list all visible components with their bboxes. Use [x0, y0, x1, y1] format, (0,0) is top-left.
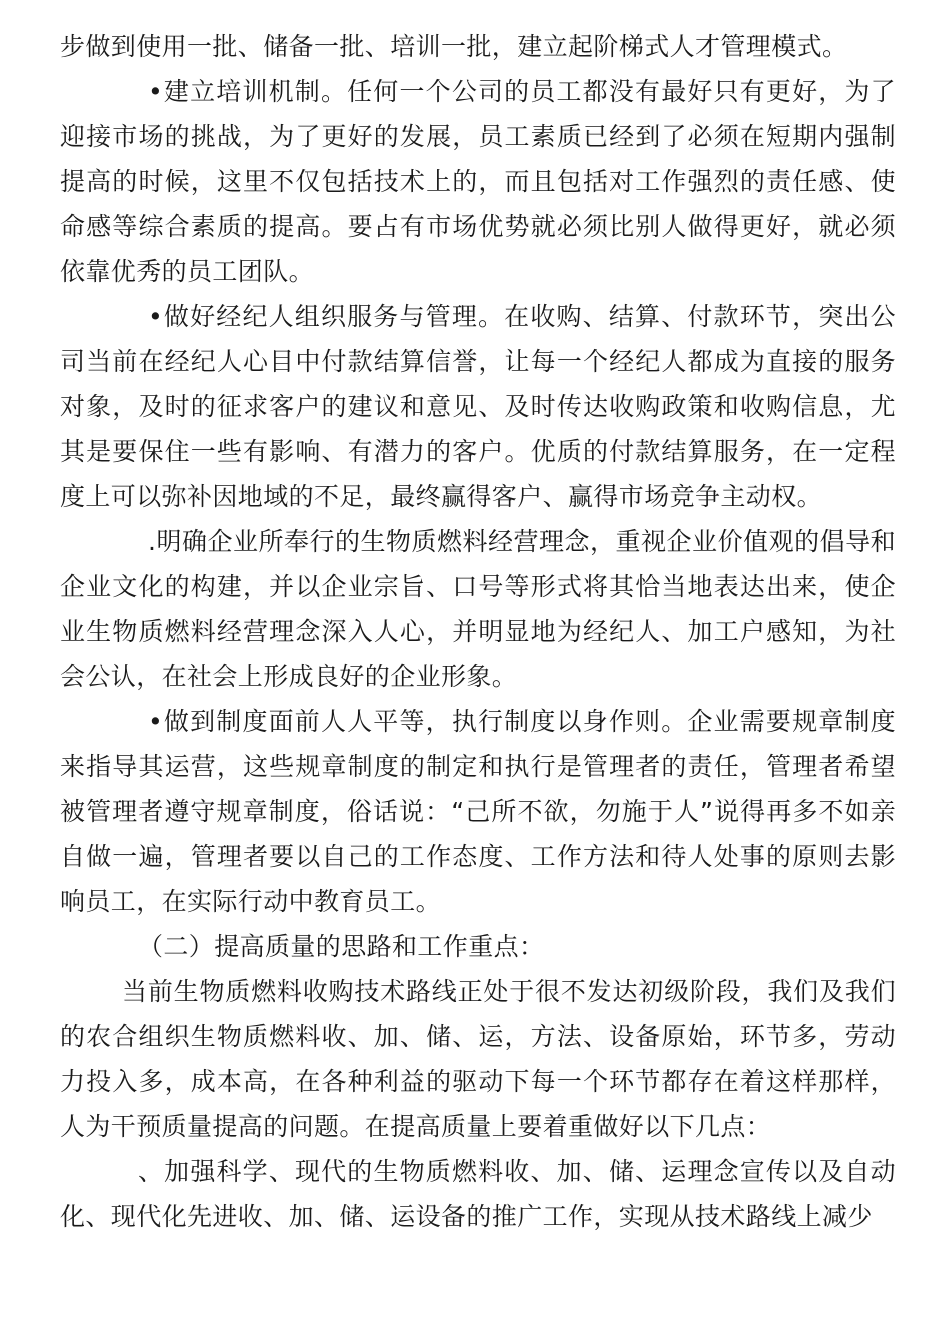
paragraph-science-promotion: 、加强科学、现代的生物质燃料收、加、储、运理念宣传以及自动化、现代化先进收、加、储、运设备的推广工作，实现从技术路线上减少	[60, 1157, 896, 1231]
paragraph-talent-model: 步做到使用一批、储备一批、培训一批，建立起阶梯式人才管理模式。	[60, 32, 848, 61]
document-page	[60, 24, 896, 1239]
paragraph-quality-status: 当前生物质燃料收购技术路线正处于很不发达初级阶段，我们及我们的农合组织生物质燃料收、加、储、运，方法、设备原始，环节多，劳动力投入多，成本高，在各种利益的驱动下每一个环节都存在着这样那样，人为干预质量提高的问题。在提高质量上要着重做好以下几点：	[60, 977, 896, 1141]
paragraph-business-philosophy: .明确企业所奉行的生物质燃料经营理念，重视企业价值观的倡导和企业文化的构建，并以企业宗旨、口号等形式将其恰当地表达出来，使企业生物质燃料经营理念深入人心，并明显地为经纪人、加工户感知，为社会公认，在社会上形成良好的企业形象。	[60, 527, 896, 691]
paragraph-training-mechanism: •建立培训机制。任何一个公司的员工都没有最好只有更好，为了迎接市场的挑战，为了更好的发展，员工素质已经到了必须在短期内强制提高的时候，这里不仅包括技术上的，而且包括对工作强烈的责任感、使命感等综合素质的提高。要占有市场优势就必须比别人做得更好，就必须依靠优秀的员工团队。	[60, 77, 896, 286]
paragraph-equal-rules: •做到制度面前人人平等，执行制度以身作则。企业需要规章制度来指导其运营，这些规章制度的制定和执行是管理者的责任，管理者希望被管理者遵守规章制度，俗话说：“己所不欲，勿施于人”说得再多不如亲自做一遍，管理者要以自己的工作态度、工作方法和待人处事的原则去影响员工，在实际行动中教育员工。	[60, 707, 896, 916]
section-heading-quality: （二）提高质量的思路和工作重点：	[138, 932, 545, 961]
paragraph-broker-service: •做好经纪人组织服务与管理。在收购、结算、付款环节，突出公司当前在经纪人心目中付款结算信誉，让每一个经纪人都成为直接的服务对象，及时的征求客户的建议和意见、及时传达收购政策和收购信息，尤其是要保住一些有影响、有潜力的客户。优质的付款结算服务，在一定程度上可以弥补因地域的不足，最终赢得客户、赢得市场竞争主动权。	[60, 302, 896, 511]
